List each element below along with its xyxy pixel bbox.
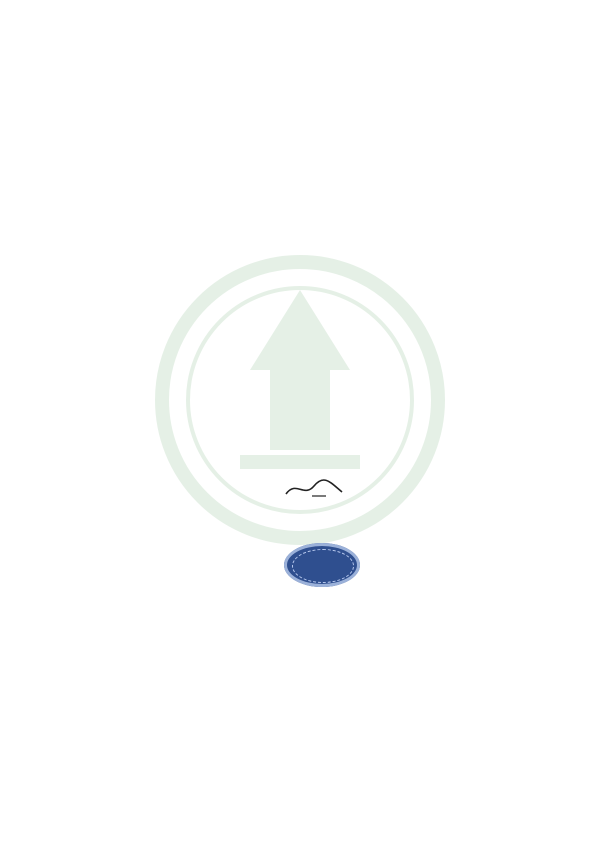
blue-seal-stamp: [284, 543, 360, 587]
decorative-border-bottom: [0, 818, 595, 842]
decorative-border-top: [0, 0, 595, 24]
signature-mark: [282, 476, 352, 502]
decorative-border-left: [0, 24, 24, 818]
watermark-emblem: [150, 250, 450, 550]
seal-ring: [292, 549, 354, 583]
decorative-border-right: [571, 24, 595, 818]
